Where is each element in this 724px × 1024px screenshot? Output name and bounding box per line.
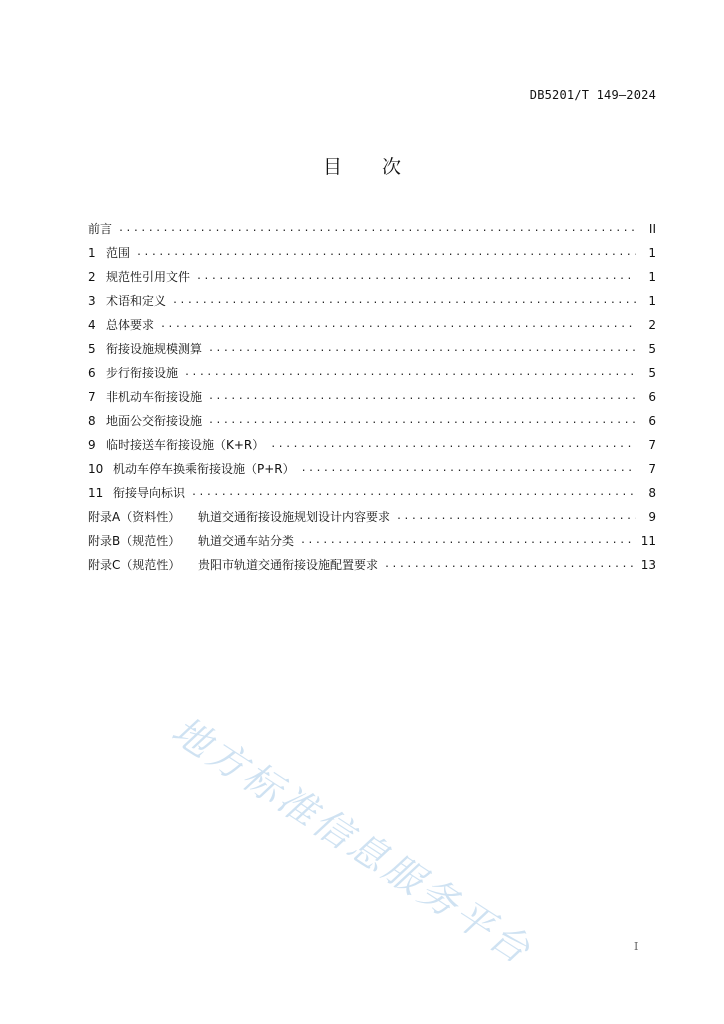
toc-leader-dots xyxy=(300,529,635,553)
toc-item-page: 6 xyxy=(648,390,656,404)
toc-item-page: 9 xyxy=(648,510,656,524)
toc-leader-dots xyxy=(384,553,635,577)
toc-item-label: 轨道交通车站分类 xyxy=(198,534,295,548)
toc-item-page: 5 xyxy=(648,366,656,380)
toc-item-number: 11 xyxy=(88,486,104,500)
toc-item-number: 7 xyxy=(88,390,96,404)
toc-leader-dots xyxy=(191,481,636,505)
toc-item-page: 5 xyxy=(648,342,656,356)
table-of-contents xyxy=(88,217,656,577)
toc-leader-dots xyxy=(208,337,636,361)
toc-item-appendix-b[interactable] xyxy=(88,529,656,553)
toc-item-number: 1 xyxy=(88,246,96,260)
toc-item-7[interactable] xyxy=(88,385,656,409)
toc-item-number: 2 xyxy=(88,270,96,284)
toc-item-number: 6 xyxy=(88,366,96,380)
toc-leader-dots xyxy=(184,361,636,385)
toc-item-1[interactable] xyxy=(88,241,656,265)
toc-item-4[interactable] xyxy=(88,313,656,337)
toc-item-5[interactable] xyxy=(88,337,656,361)
title-char-1: 目 xyxy=(322,156,342,178)
title-char-2: 次 xyxy=(382,156,402,178)
toc-item-11[interactable] xyxy=(88,481,656,505)
toc-item-number: 8 xyxy=(88,414,96,428)
toc-item-label: 总体要求 xyxy=(106,318,155,332)
toc-item-page: 8 xyxy=(648,486,656,500)
toc-item-page: 2 xyxy=(648,318,656,332)
toc-item-2[interactable] xyxy=(88,265,656,289)
toc-leader-dots xyxy=(172,289,636,313)
toc-item-label: 轨道交通衔接设施规划设计内容要求 xyxy=(198,510,391,524)
toc-item-number: 附录C（规范性） xyxy=(88,558,181,572)
toc-item-6[interactable] xyxy=(88,361,656,385)
toc-item-page: 7 xyxy=(648,462,656,476)
page-title xyxy=(0,152,724,179)
toc-item-page: II xyxy=(648,222,656,236)
toc-item-label: 贵阳市轨道交通衔接设施配置要求 xyxy=(198,558,379,572)
watermark: 地方标准信息服务平台 xyxy=(164,707,541,974)
toc-item-number: 3 xyxy=(88,294,96,308)
toc-leader-dots xyxy=(208,409,636,433)
toc-leader-dots xyxy=(118,217,636,241)
toc-item-number: 附录B（规范性） xyxy=(88,534,181,548)
toc-item-number: 5 xyxy=(88,342,96,356)
toc-item-number: 4 xyxy=(88,318,96,332)
toc-item-page: 1 xyxy=(648,270,656,284)
toc-item-3[interactable] xyxy=(88,289,656,313)
toc-item-page: 11 xyxy=(640,534,656,548)
toc-item-page: 6 xyxy=(648,414,656,428)
toc-item-page: 13 xyxy=(640,558,656,572)
toc-leader-dots xyxy=(136,241,636,265)
toc-item-label: 临时接送车衔接设施（K+R） xyxy=(106,438,265,452)
toc-leader-dots xyxy=(396,505,636,529)
page-number: I xyxy=(634,940,639,953)
toc-item-label: 术语和定义 xyxy=(106,294,167,308)
toc-item-number: 9 xyxy=(88,438,96,452)
toc-leader-dots xyxy=(270,433,636,457)
toc-item-page: 1 xyxy=(648,294,656,308)
toc-item-number: 10 xyxy=(88,462,104,476)
toc-leader-dots xyxy=(196,265,636,289)
toc-item-preface[interactable] xyxy=(88,217,656,241)
toc-item-label: 衔接设施规模测算 xyxy=(106,342,203,356)
toc-item-number: 附录A（资料性） xyxy=(88,510,181,524)
toc-item-8[interactable] xyxy=(88,409,656,433)
toc-item-page: 1 xyxy=(648,246,656,260)
toc-item-appendix-c[interactable] xyxy=(88,553,656,577)
toc-item-9[interactable] xyxy=(88,433,656,457)
toc-item-label: 步行衔接设施 xyxy=(106,366,179,380)
toc-item-label: 前言 xyxy=(88,222,113,236)
toc-item-label: 衔接导向标识 xyxy=(113,486,186,500)
toc-item-label: 规范性引用文件 xyxy=(106,270,191,284)
toc-item-label: 范围 xyxy=(106,246,131,260)
toc-item-label: 非机动车衔接设施 xyxy=(106,390,203,404)
toc-item-label: 机动车停车换乘衔接设施（P+R） xyxy=(113,462,295,476)
toc-item-appendix-a[interactable] xyxy=(88,505,656,529)
standard-code: DB5201/T 149—2024 xyxy=(529,88,656,102)
toc-leader-dots xyxy=(208,385,636,409)
toc-item-page: 7 xyxy=(648,438,656,452)
toc-item-label: 地面公交衔接设施 xyxy=(106,414,203,428)
toc-leader-dots xyxy=(160,313,636,337)
toc-item-10[interactable] xyxy=(88,457,656,481)
toc-leader-dots xyxy=(301,457,636,481)
